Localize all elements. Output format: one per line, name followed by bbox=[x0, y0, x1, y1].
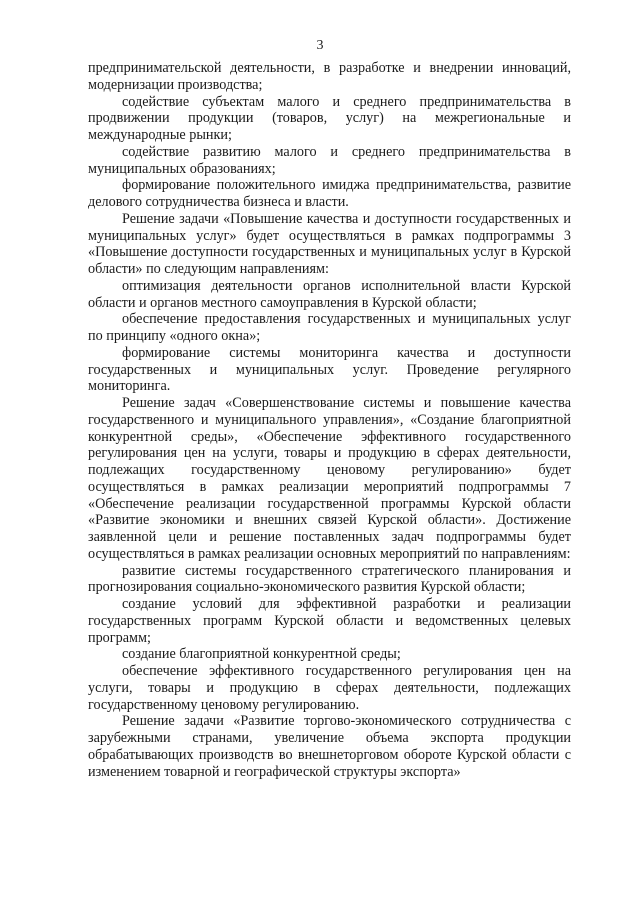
paragraph: создание благоприятной конкурентной среды; bbox=[122, 646, 401, 663]
paragraph: обеспечение предоставления государственных и муниципальных услуг по принципу «одного окна»; bbox=[88, 311, 571, 344]
paragraph: формирование положительного имиджа предпринимательства, развитие делового сотрудничества бизнеса и власти. bbox=[88, 177, 571, 210]
paragraph: предпринимательской деятельности, в разработке и внедрении инноваций, модернизации производства; bbox=[88, 60, 571, 93]
paragraph: Решение задачи «Развитие торгово-экономического сотрудничества с зарубежными странами, увеличение объема экспорта продукции обрабатывающих производств во внешнеторговом обороте Курской области с изменением товарной и географической структуры экспорта» bbox=[88, 713, 571, 780]
page-number: 3 bbox=[316, 38, 324, 53]
paragraph: развитие системы государственного стратегического планирования и прогнозирования социально-экономического развития Курской области; bbox=[88, 562, 571, 596]
paragraph: оптимизация деятельности органов исполнительной власти Курской области и органов местного самоуправления в Курской области; bbox=[88, 277, 571, 311]
paragraph: содействие развитию малого и среднего предпринимательства в муниципальных образованиях; bbox=[88, 143, 571, 177]
paragraph: создание условий для эффективной разработки и реализации государственных программ Курской области и ведомственных целевых программ; bbox=[88, 596, 571, 646]
paragraph: содействие субъектам малого и среднего предпринимательства в продвижении продукции (товаров, услуг) на межрегиональные и международные рынки; bbox=[88, 93, 571, 143]
paragraph: обеспечение эффективного государственного регулирования цен на услуги, товары и продукцию в сферах деятельности, подлежащих государственному ценовому регулированию. bbox=[88, 663, 571, 713]
paragraph: формирование системы мониторинга качества и доступности государственных и муниципальных услуг. Проведение регулярного мониторинга. bbox=[88, 344, 571, 395]
paragraph: Решение задач «Совершенствование системы и повышение качества государственного и муниципального управления», «Создание благоприятной конкурентной среды», «Обеспечение эффективного государственного регулирования цен на услуги, товары и продукцию в сферах деятельности, подлежащих государственному ценовому регулированию» будет осуществляться в рамках реализации мероприятий подпрограммы 7 «Обеспечение реализации государственной программы Курской области «Развитие экономики и внешних связей Курской области». Достижение заявленной цели и решение поставленных задач подпрограммы будет осуществляться в рамках реализации основных мероприятий по направлениям: bbox=[88, 395, 571, 562]
page-body bbox=[88, 60, 571, 780]
paragraph: Решение задачи «Повышение качества и доступности государственных и муниципальных услуг» будет осуществляться в рамках подпрограммы 3 «Повышение доступности государственных и муниципальных услуг в Курской области» по следующим направлениям: bbox=[88, 210, 571, 277]
